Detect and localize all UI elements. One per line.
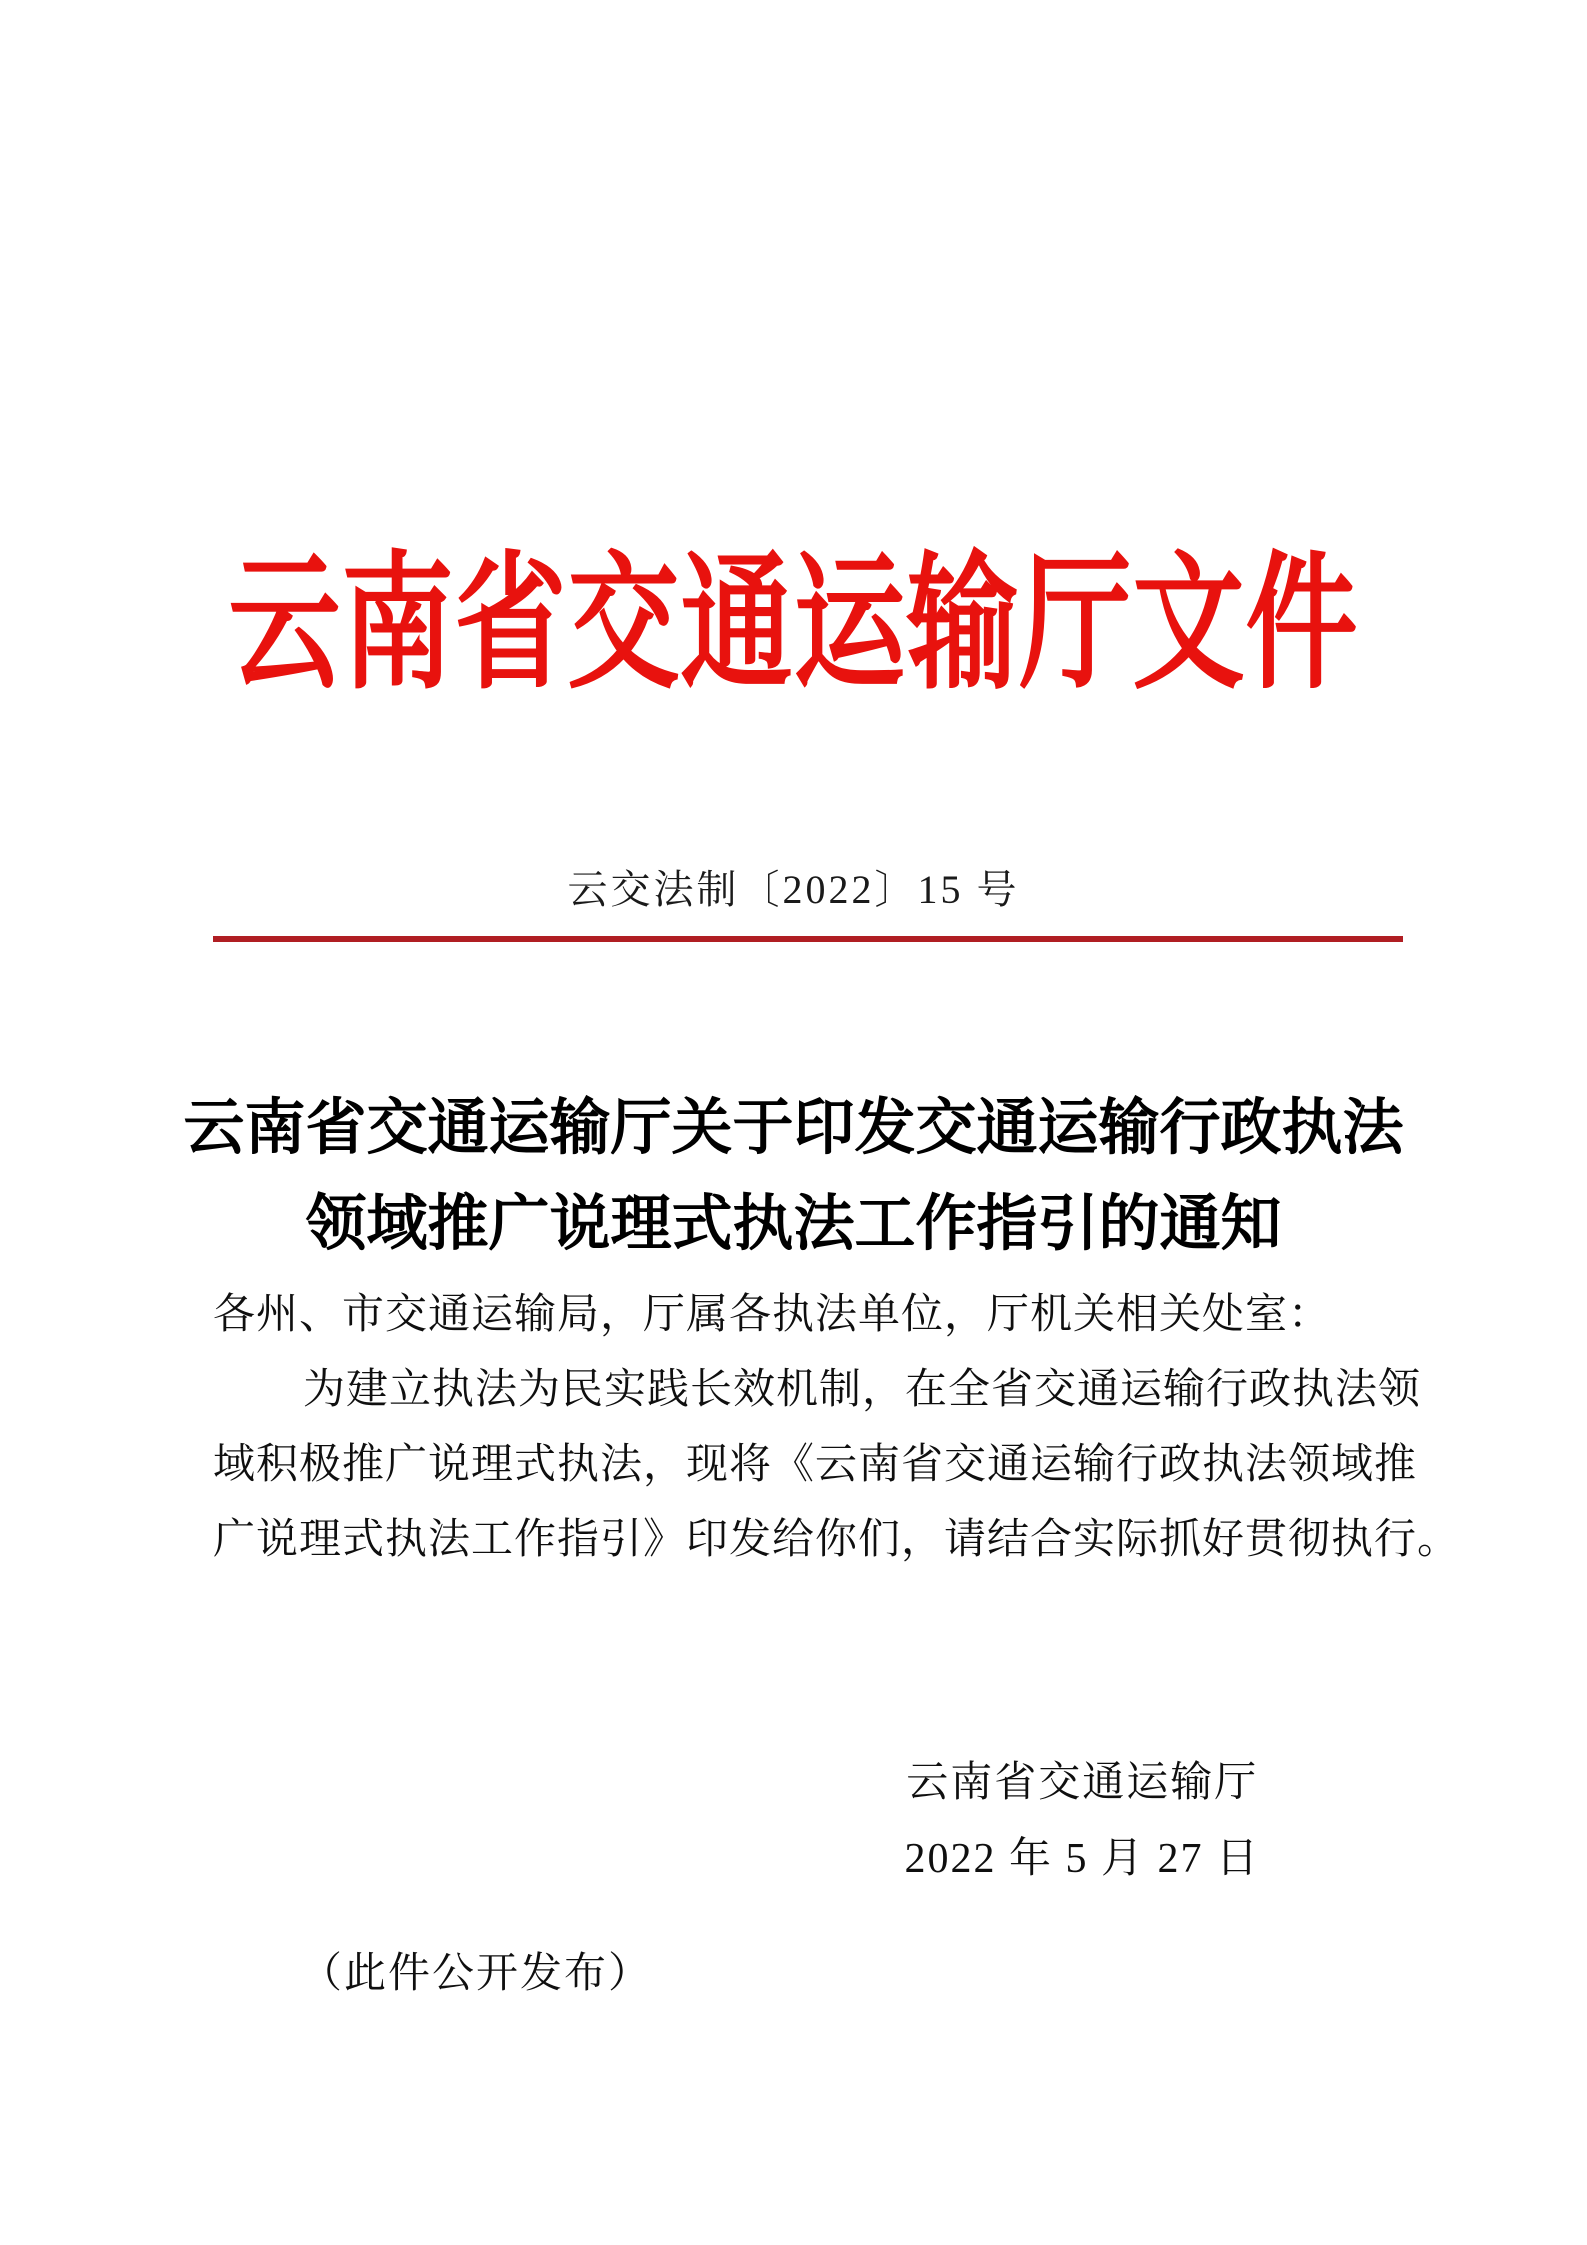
agency-masthead-title: 云南省交通运输厅文件 [228, 543, 1359, 708]
body-paragraph-line-3: 广说理式执法工作指引》印发给你们，请结合实际抓好贯彻执行。 [213, 1517, 1461, 1563]
document-title [90, 1081, 1497, 1273]
signature-date: 2022 年 5 月 27 日 [904, 1836, 1260, 1882]
publication-note: （此件公开发布） [300, 1951, 653, 1997]
body-paragraph-line-1: 为建立执法为民实践长效机制，在全省交通运输行政执法领 [303, 1367, 1422, 1413]
red-divider-rule [213, 936, 1403, 942]
body-paragraph-line-2: 域积极推广说理式执法，现将《云南省交通运输行政执法领域推 [213, 1442, 1418, 1488]
document-number: 云交法制〔2022〕15 号 [567, 867, 1020, 912]
signature-block [904, 1745, 1260, 1897]
document-title-line-1: 云南省交通运输厅关于印发交通运输行政执法 [183, 1094, 1404, 1162]
document-body [213, 1278, 1461, 1578]
salutation-line: 各州、市交通运输局，厅属各执法单位，厅机关相关处室： [213, 1292, 1332, 1338]
document-title-line-2: 领域推广说理式执法工作指引的通知 [305, 1190, 1282, 1258]
signature-agency: 云南省交通运输厅 [906, 1760, 1259, 1806]
